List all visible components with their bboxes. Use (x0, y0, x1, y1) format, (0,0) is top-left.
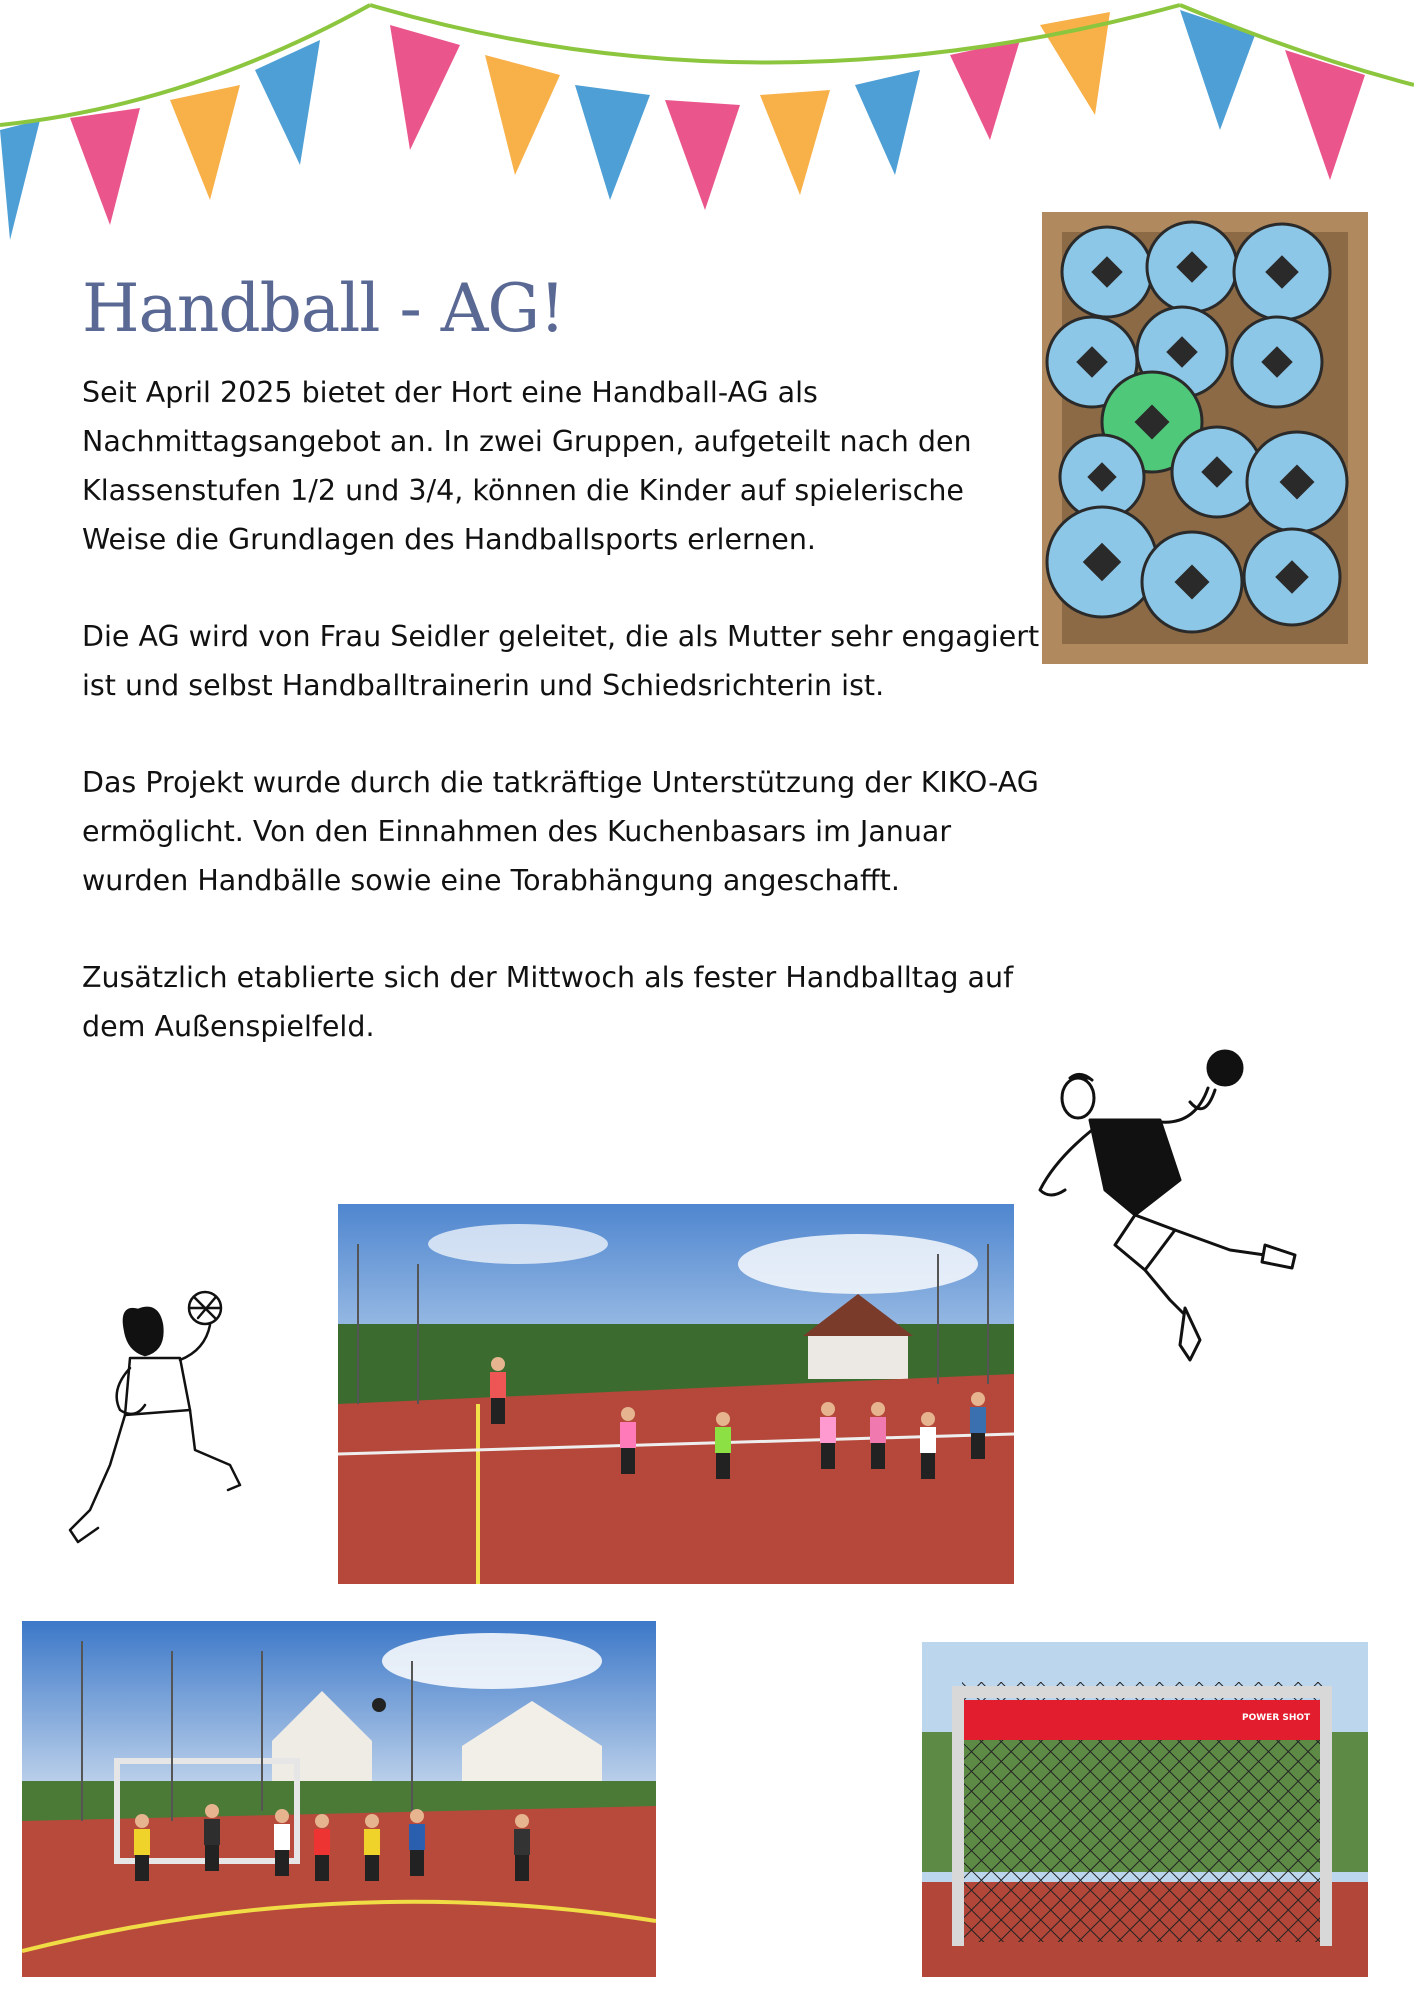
child-figure-legs (515, 1855, 529, 1881)
article-body (82, 368, 1042, 1099)
child-figure-head (410, 1809, 424, 1823)
bunting-flag (950, 40, 1020, 140)
child-figure-body (820, 1417, 836, 1443)
bunting-flag (665, 100, 740, 210)
photo-goal-with-banner (922, 1642, 1368, 1977)
bunting-flag (855, 70, 920, 175)
bunting-flag (255, 40, 320, 165)
child-figure-body (514, 1829, 530, 1855)
child-figure-head (205, 1804, 219, 1818)
bunting-flag (1040, 12, 1110, 115)
child-figure-head (871, 1402, 885, 1416)
bunting-flag (390, 25, 460, 150)
female-player-illustration (50, 1280, 250, 1560)
child-figure-legs (871, 1443, 885, 1469)
child-figure-body (314, 1829, 330, 1855)
child-figure-body (409, 1824, 425, 1850)
bunting-flag (0, 120, 40, 240)
child-figure-head (135, 1814, 149, 1828)
child-figure-head (365, 1814, 379, 1828)
child-figure-legs (971, 1433, 985, 1459)
child-figure-head (971, 1392, 985, 1406)
child-figure-body (134, 1829, 150, 1855)
paragraph-wednesday: Zusätzlich etablierte sich der Mittwoch als fester Handballtag auf dem Außenspielfeld. (82, 961, 1014, 1043)
child-figure-head (921, 1412, 935, 1426)
child-figure-legs (275, 1850, 289, 1876)
child-figure-legs (621, 1448, 635, 1474)
page-title: Handball - AG! (82, 270, 565, 347)
child-figure-legs (410, 1850, 424, 1876)
child-figure-head (716, 1412, 730, 1426)
bunting-flag (760, 90, 830, 195)
photo-children-throwing (22, 1621, 656, 1977)
child-figure-legs (205, 1845, 219, 1871)
child-figure-legs (135, 1855, 149, 1881)
child-figure-body (920, 1427, 936, 1453)
child-figure-legs (921, 1453, 935, 1479)
child-figure-body (870, 1417, 886, 1443)
child-figure-body (620, 1422, 636, 1448)
child-figure-head (315, 1814, 329, 1828)
child-figure-body (364, 1829, 380, 1855)
goal-banner-text: POWER SHOT (1242, 1713, 1311, 1723)
child-figure-head (821, 1402, 835, 1416)
child-figure-head (491, 1357, 505, 1371)
bunting-flag (575, 85, 650, 200)
child-figure-body (274, 1824, 290, 1850)
child-figure-head (515, 1814, 529, 1828)
child-figure-body (715, 1427, 731, 1453)
bunting-flag (170, 85, 240, 200)
child-figure-head (621, 1407, 635, 1421)
child-figure-legs (716, 1453, 730, 1479)
paragraph-leader: Die AG wird von Frau Seidler geleitet, die als Mutter sehr engagiert ist und selbst Handballtrainerin und Schiedsrichterin ist. (82, 620, 1040, 702)
photo-children-training (338, 1204, 1014, 1584)
child-figure-legs (365, 1855, 379, 1881)
bunting-flag (70, 108, 140, 225)
child-figure-legs (315, 1855, 329, 1881)
photo-box-of-handballs (1042, 212, 1368, 664)
child-figure-head (275, 1809, 289, 1823)
paragraph-intro: Seit April 2025 bietet der Hort eine Handball-AG als Nachmittagsangebot an. In zwei Gruppen, aufgeteilt nach den Klassenstufen 1/2 und 3/4, können die Kinder auf spielerische Weise die Grundlagen des Handballsports erlernen. (82, 376, 972, 556)
paragraph-funding: Das Projekt wurde durch die tatkräftige Unterstützung der KIKO-AG ermöglicht. Von den Einnahmen des Kuchenbasars im Januar wurden Handbälle sowie eine Torabhängung angeschafft. (82, 766, 1039, 897)
child-figure-legs (821, 1443, 835, 1469)
child-figure-body (204, 1819, 220, 1845)
bunting-flag (485, 55, 560, 175)
male-player-illustration (1030, 1040, 1330, 1370)
child-figure-body (970, 1407, 986, 1433)
child-figure-body (490, 1372, 506, 1398)
child-figure-legs (491, 1398, 505, 1424)
bunting-flag (1180, 10, 1255, 130)
